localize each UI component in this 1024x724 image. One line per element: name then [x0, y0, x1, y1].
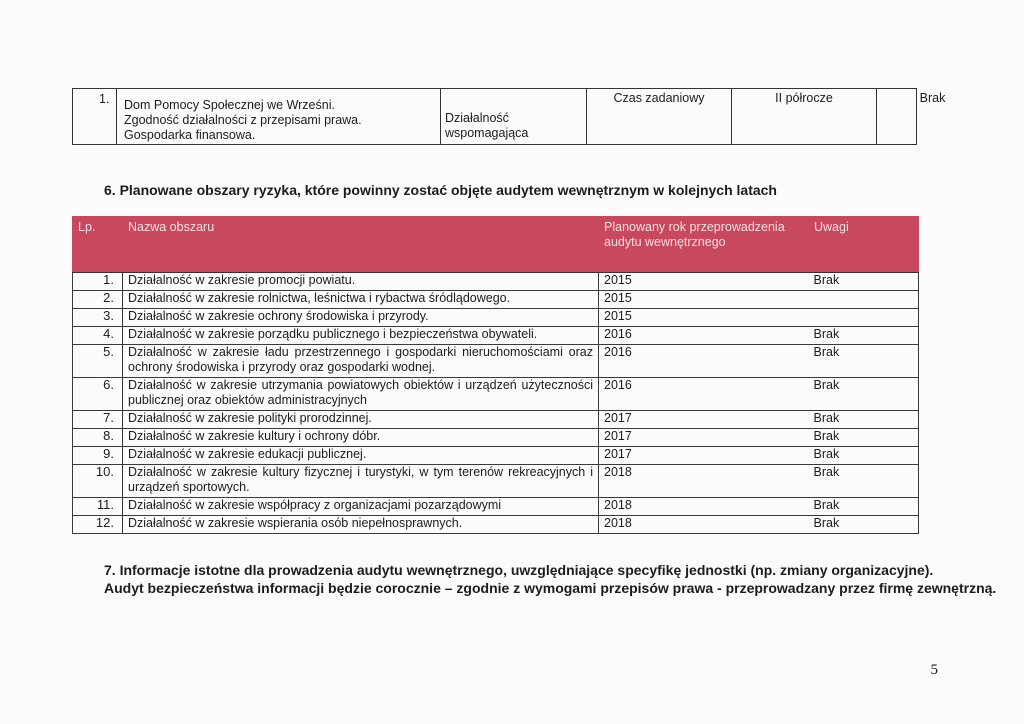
row-name: Działalność w zakresie promocji powiatu. — [123, 273, 599, 291]
row-lp: 3. — [73, 309, 123, 327]
table-row — [73, 378, 919, 411]
period-cell — [732, 89, 877, 144]
row-lp: 11. — [73, 498, 123, 516]
row-notes — [809, 309, 919, 327]
section-6-heading: 6. Planowane obszary ryzyka, które powinny zostać objęte audytem wewnętrznym w kolejnych latach — [104, 182, 777, 198]
row-year: 2016 — [599, 327, 809, 345]
notes-cell — [877, 89, 988, 144]
risk-areas-table — [72, 216, 919, 534]
task-type-cell — [587, 89, 732, 144]
top-notes: Brak — [919, 91, 946, 105]
page-number: 5 — [930, 662, 938, 678]
row-name: Działalność w zakresie porządku publicznego i bezpieczeństwa obywateli. — [123, 327, 599, 345]
row-lp: 4. — [73, 327, 123, 345]
task-number: 1. — [99, 92, 110, 106]
row-name: Działalność w zakresie współpracy z organizacjami pozarządowymi — [123, 498, 599, 516]
table-row — [73, 345, 919, 378]
section-7-text: Audyt bezpieczeństwa informacji będzie corocznie – zgodnie z wymogami przepisów prawa - przeprowadzany przez firmę zewnętrzną. — [104, 580, 997, 596]
row-notes: Brak — [809, 465, 919, 498]
activity-line: wspomagająca — [445, 126, 529, 140]
row-lp: 6. — [73, 378, 123, 411]
row-lp: 8. — [73, 429, 123, 447]
header-lp: Lp. — [73, 217, 123, 273]
unit-lines — [124, 98, 362, 143]
table-row — [73, 447, 919, 465]
row-notes: Brak — [809, 516, 919, 534]
row-lp: 9. — [73, 447, 123, 465]
row-lp: 2. — [73, 291, 123, 309]
unit-line: Gospodarka finansowa. — [124, 128, 256, 142]
row-notes: Brak — [809, 345, 919, 378]
row-year: 2016 — [599, 345, 809, 378]
unit-line: Zgodność działalności z przepisami prawa. — [124, 113, 362, 127]
row-year: 2016 — [599, 378, 809, 411]
activity-line: Działalność — [445, 111, 509, 125]
row-year: 2018 — [599, 465, 809, 498]
table-row — [73, 465, 919, 498]
header-year: Planowany rok przeprowadzenia audytu wewnętrznego — [599, 217, 809, 273]
table-row — [73, 429, 919, 447]
task-number-cell — [73, 89, 117, 144]
row-lp: 10. — [73, 465, 123, 498]
row-year: 2018 — [599, 498, 809, 516]
row-lp: 5. — [73, 345, 123, 378]
row-year: 2018 — [599, 516, 809, 534]
row-name: Działalność w zakresie utrzymania powiatowych obiektów i urządzeń użyteczności publicznej oraz obiektów administracyjnych — [123, 378, 599, 411]
row-notes: Brak — [809, 498, 919, 516]
header-name: Nazwa obszaru — [123, 217, 599, 273]
table-row — [73, 327, 919, 345]
previous-table — [72, 88, 946, 145]
header-notes: Uwagi — [809, 217, 919, 273]
row-name: Działalność w zakresie kultury i ochrony dóbr. — [123, 429, 599, 447]
row-notes: Brak — [809, 378, 919, 411]
row-lp: 7. — [73, 411, 123, 429]
activity-lines — [445, 111, 528, 141]
table-row — [73, 498, 919, 516]
row-year: 2015 — [599, 309, 809, 327]
activity-cell — [441, 89, 587, 144]
row-name: Działalność w zakresie ochrony środowiska i przyrody. — [123, 309, 599, 327]
table-row — [73, 516, 919, 534]
row-notes: Brak — [809, 447, 919, 465]
row-year: 2015 — [599, 273, 809, 291]
row-notes: Brak — [809, 429, 919, 447]
row-year: 2017 — [599, 411, 809, 429]
row-notes: Brak — [809, 273, 919, 291]
row-year: 2017 — [599, 447, 809, 465]
table-row — [73, 291, 919, 309]
period: II półrocze — [775, 91, 833, 105]
row-notes: Brak — [809, 411, 919, 429]
row-lp: 12. — [73, 516, 123, 534]
unit-line: Dom Pomocy Społecznej we Wrześni. — [124, 98, 335, 112]
unit-cell — [117, 89, 441, 144]
row-notes: Brak — [809, 327, 919, 345]
table-row — [73, 411, 919, 429]
task-type: Czas zadaniowy — [613, 91, 705, 105]
row-notes — [809, 291, 919, 309]
row-name: Działalność w zakresie kultury fizycznej i turystyki, w tym terenów rekreacyjnych i urządzeń sportowych. — [123, 465, 599, 498]
row-name: Działalność w zakresie polityki prorodzinnej. — [123, 411, 599, 429]
table-row — [73, 309, 919, 327]
row-name: Działalność w zakresie wspierania osób niepełnosprawnych. — [123, 516, 599, 534]
row-name: Działalność w zakresie edukacji publicznej. — [123, 447, 599, 465]
row-lp: 1. — [73, 273, 123, 291]
table-row — [73, 273, 919, 291]
row-year: 2015 — [599, 291, 809, 309]
row-name: Działalność w zakresie rolnictwa, leśnictwa i rybactwa śródlądowego. — [123, 291, 599, 309]
row-year: 2017 — [599, 429, 809, 447]
row-name: Działalność w zakresie ładu przestrzennego i gospodarki nieruchomościami oraz ochrony środowiska i przyrody oraz gospodarki wodnej. — [123, 345, 599, 378]
section-7-heading: 7. Informacje istotne dla prowadzenia audytu wewnętrznego, uwzględniające specyfikę jednostki (np. zmiany organizacyjne). — [104, 562, 934, 578]
table-header-row — [73, 217, 919, 273]
